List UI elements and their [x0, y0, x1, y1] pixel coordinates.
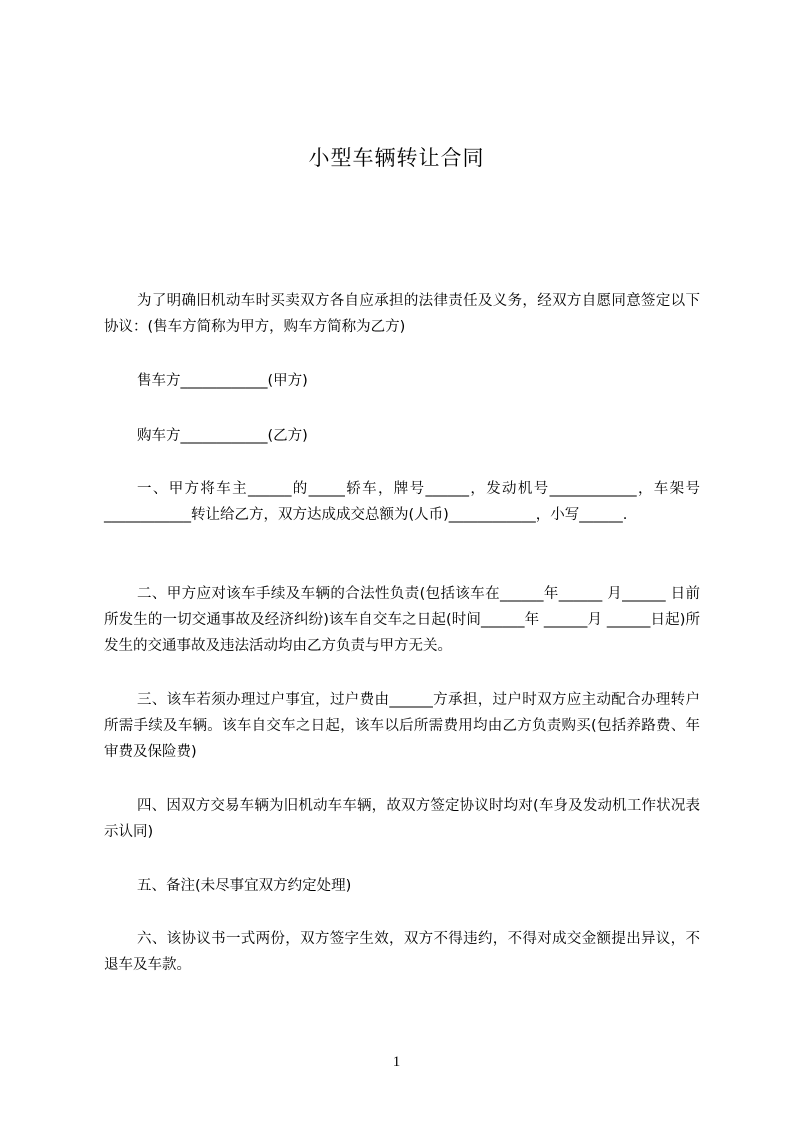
clause-1: 一、甲方将车主______的_____轿车，牌号______，发动机号____________，车架号____________转让给乙方，双方达成成交总额为(人币)____________，小写______. [104, 481, 700, 523]
buyer-line: 购车方____________(乙方) [137, 428, 308, 444]
clause-4: 四、因双方交易车辆为旧机动车车辆，故双方签定协议时均对(车身及发动机工作状况表示认同) [104, 798, 700, 840]
page-number: 1 [392, 1054, 401, 1070]
clause-3: 三、该车若须办理过户事宜，过户费由______方承担，过户时双方应主动配合办理转户所需手续及车辆。该车自交车之日起，该车以后所需费用均由乙方负责购买(包括养路费、年审费及保险费) [104, 692, 700, 760]
document-title: 小型车辆转让合同 [308, 146, 485, 170]
clause-6: 六、该协议书一式两份，双方签字生效，双方不得违约，不得对成交金额提出异议，不退车及车款。 [104, 931, 700, 973]
intro-paragraph: 为了明确旧机动车时买卖双方各自应承担的法律责任及义务，经双方自愿同意签定以下协议：(售车方简称为甲方，购车方简称为乙方) [104, 293, 700, 335]
seller-line: 售车方____________(甲方) [137, 373, 308, 389]
clause-2: 二、甲方应对该车手续及车辆的合法性负责(包括该车在______年______ 月______ 日前所发生的一切交通事故及经济纠纷)该车自交车之日起(时间______年 ______月 ______日起)所发生的交通事故及违法活动均由乙方负责与甲方无关。 [104, 586, 700, 654]
clause-5: 五、备注(未尽事宜双方约定处理) [137, 878, 352, 894]
